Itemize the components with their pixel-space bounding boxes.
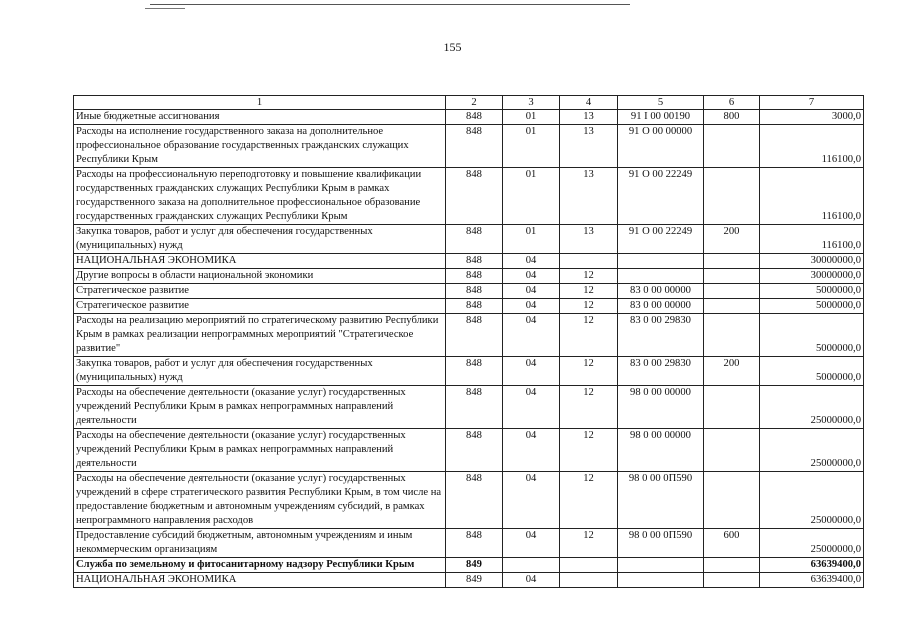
subsection-cell <box>560 558 618 573</box>
expense-type-cell <box>704 269 760 284</box>
expense-name-cell: Расходы на профессиональную переподготовку и повышение квалификации государственных гражданских служащих Республики Крым в рамках государственного заказа на дополнительное профессиональное образование государственных гражданских служащих Республики Крым <box>74 168 446 225</box>
subsection-cell: 13 <box>560 125 618 168</box>
table-row <box>74 472 864 529</box>
expense-type-cell <box>704 168 760 225</box>
amount-cell: 3000,0 <box>760 110 864 125</box>
amount-cell: 116100,0 <box>760 125 864 168</box>
column-header: 4 <box>560 96 618 110</box>
subsection-cell: 12 <box>560 299 618 314</box>
target-article-cell <box>618 254 704 269</box>
table-row <box>74 269 864 284</box>
target-article-cell <box>618 269 704 284</box>
ministry-code-cell: 848 <box>446 269 503 284</box>
expense-name-cell: Расходы на реализацию мероприятий по стратегическому развитию Республики Крым в рамках реализации непрограммных мероприятий "Стратегическое развитие" <box>74 314 446 357</box>
amount-cell: 5000000,0 <box>760 299 864 314</box>
expense-type-cell: 600 <box>704 529 760 558</box>
expense-name-cell: Расходы на исполнение государственного заказа на дополнительное профессиональное образование государственных гражданских служащих Республики Крым <box>74 125 446 168</box>
expense-name-cell: Стратегическое развитие <box>74 299 446 314</box>
expense-name-cell: Иные бюджетные ассигнования <box>74 110 446 125</box>
expense-type-cell: 800 <box>704 110 760 125</box>
target-article-cell: 98 0 00 0П590 <box>618 529 704 558</box>
amount-cell: 25000000,0 <box>760 472 864 529</box>
page-number: 155 <box>443 40 462 54</box>
amount-cell: 25000000,0 <box>760 429 864 472</box>
ministry-code-cell: 848 <box>446 254 503 269</box>
target-article-cell: 91 О 00 22249 <box>618 225 704 254</box>
expense-name-cell: НАЦИОНАЛЬНАЯ ЭКОНОМИКА <box>74 254 446 269</box>
expense-name-cell: Стратегическое развитие <box>74 284 446 299</box>
target-article-cell: 83 0 00 00000 <box>618 299 704 314</box>
section-cell: 04 <box>503 472 560 529</box>
amount-cell: 5000000,0 <box>760 284 864 299</box>
subsection-cell: 12 <box>560 386 618 429</box>
ministry-code-cell: 849 <box>446 573 503 588</box>
subsection-cell: 13 <box>560 110 618 125</box>
expense-type-cell <box>704 254 760 269</box>
column-header: 5 <box>618 96 704 110</box>
header-row <box>74 96 864 110</box>
section-cell: 01 <box>503 110 560 125</box>
budget-table <box>73 95 864 588</box>
subsection-cell: 13 <box>560 168 618 225</box>
amount-cell: 30000000,0 <box>760 254 864 269</box>
section-cell: 04 <box>503 429 560 472</box>
table-row <box>74 386 864 429</box>
table-body <box>74 110 864 588</box>
table-row <box>74 357 864 386</box>
section-cell: 04 <box>503 314 560 357</box>
expense-name-cell: Расходы на обеспечение деятельности (оказание услуг) государственных учреждений Республики Крым в рамках непрограммных направлений деятельности <box>74 429 446 472</box>
expense-type-cell <box>704 573 760 588</box>
expense-type-cell <box>704 314 760 357</box>
target-article-cell: 83 0 00 00000 <box>618 284 704 299</box>
target-article-cell: 91 О 00 00000 <box>618 125 704 168</box>
target-article-cell <box>618 573 704 588</box>
expense-type-cell: 200 <box>704 225 760 254</box>
expense-name-cell: Другие вопросы в области национальной экономики <box>74 269 446 284</box>
scan-top-line-short <box>145 8 185 9</box>
column-header: 6 <box>704 96 760 110</box>
ministry-code-cell: 848 <box>446 299 503 314</box>
table-row <box>74 573 864 588</box>
target-article-cell: 98 0 00 0П590 <box>618 472 704 529</box>
ministry-code-cell: 848 <box>446 472 503 529</box>
section-cell: 01 <box>503 225 560 254</box>
table-row <box>74 168 864 225</box>
amount-cell: 63639400,0 <box>760 558 864 573</box>
target-article-cell: 91 I 00 00190 <box>618 110 704 125</box>
target-article-cell <box>618 558 704 573</box>
table-row <box>74 299 864 314</box>
expense-type-cell <box>704 284 760 299</box>
section-cell: 04 <box>503 357 560 386</box>
scan-top-line <box>150 4 630 5</box>
ministry-code-cell: 848 <box>446 168 503 225</box>
amount-cell: 63639400,0 <box>760 573 864 588</box>
subsection-cell: 12 <box>560 357 618 386</box>
table-row <box>74 314 864 357</box>
amount-cell: 25000000,0 <box>760 529 864 558</box>
subsection-cell: 12 <box>560 314 618 357</box>
ministry-code-cell: 849 <box>446 558 503 573</box>
ministry-code-cell: 848 <box>446 284 503 299</box>
expense-name-cell: Расходы на обеспечение деятельности (оказание услуг) государственных учреждений Республики Крым в рамках непрограммных направлений деятельности <box>74 386 446 429</box>
section-cell: 04 <box>503 284 560 299</box>
subsection-cell <box>560 254 618 269</box>
column-header: 1 <box>74 96 446 110</box>
expense-name-cell: Служба по земельному и фитосанитарному надзору Республики Крым <box>74 558 446 573</box>
column-header: 3 <box>503 96 560 110</box>
expense-type-cell <box>704 558 760 573</box>
table-row <box>74 558 864 573</box>
expense-name-cell: Предоставление субсидий бюджетным, автономным учреждениям и иным некоммерческим организациям <box>74 529 446 558</box>
amount-cell: 116100,0 <box>760 225 864 254</box>
ministry-code-cell: 848 <box>446 357 503 386</box>
table-row <box>74 125 864 168</box>
table-row <box>74 429 864 472</box>
subsection-cell <box>560 573 618 588</box>
ministry-code-cell: 848 <box>446 529 503 558</box>
expense-name-cell: НАЦИОНАЛЬНАЯ ЭКОНОМИКА <box>74 573 446 588</box>
expense-type-cell <box>704 429 760 472</box>
section-cell: 04 <box>503 254 560 269</box>
table-row <box>74 284 864 299</box>
table-row <box>74 225 864 254</box>
table-row <box>74 254 864 269</box>
section-cell: 04 <box>503 386 560 429</box>
target-article-cell: 98 0 00 00000 <box>618 386 704 429</box>
expense-name-cell: Закупка товаров, работ и услуг для обеспечения государственных (муниципальных) нужд <box>74 357 446 386</box>
target-article-cell: 83 0 00 29830 <box>618 314 704 357</box>
subsection-cell: 12 <box>560 472 618 529</box>
expense-type-cell: 200 <box>704 357 760 386</box>
section-cell: 01 <box>503 125 560 168</box>
table-row <box>74 529 864 558</box>
subsection-cell: 12 <box>560 429 618 472</box>
section-cell <box>503 558 560 573</box>
subsection-cell: 12 <box>560 284 618 299</box>
ministry-code-cell: 848 <box>446 314 503 357</box>
expense-name-cell: Расходы на обеспечение деятельности (оказание услуг) государственных учреждений в сфере стратегического развития Республики Крым, в том числе на предоставление бюджетным и автономным учреждениям субсидий, в рамках непрограммного направления расходов <box>74 472 446 529</box>
target-article-cell: 98 0 00 00000 <box>618 429 704 472</box>
column-header: 7 <box>760 96 864 110</box>
amount-cell: 5000000,0 <box>760 314 864 357</box>
expense-name-cell: Закупка товаров, работ и услуг для обеспечения государственных (муниципальных) нужд <box>74 225 446 254</box>
ministry-code-cell: 848 <box>446 386 503 429</box>
target-article-cell: 91 О 00 22249 <box>618 168 704 225</box>
amount-cell: 30000000,0 <box>760 269 864 284</box>
amount-cell: 116100,0 <box>760 168 864 225</box>
subsection-cell: 13 <box>560 225 618 254</box>
section-cell: 04 <box>503 269 560 284</box>
section-cell: 04 <box>503 529 560 558</box>
table-row <box>74 110 864 125</box>
ministry-code-cell: 848 <box>446 225 503 254</box>
section-cell: 01 <box>503 168 560 225</box>
target-article-cell: 83 0 00 29830 <box>618 357 704 386</box>
subsection-cell: 12 <box>560 529 618 558</box>
amount-cell: 25000000,0 <box>760 386 864 429</box>
ministry-code-cell: 848 <box>446 125 503 168</box>
section-cell: 04 <box>503 299 560 314</box>
column-header: 2 <box>446 96 503 110</box>
section-cell: 04 <box>503 573 560 588</box>
ministry-code-cell: 848 <box>446 429 503 472</box>
expense-type-cell <box>704 125 760 168</box>
subsection-cell: 12 <box>560 269 618 284</box>
amount-cell: 5000000,0 <box>760 357 864 386</box>
expense-type-cell <box>704 299 760 314</box>
expense-type-cell <box>704 386 760 429</box>
expense-type-cell <box>704 472 760 529</box>
ministry-code-cell: 848 <box>446 110 503 125</box>
